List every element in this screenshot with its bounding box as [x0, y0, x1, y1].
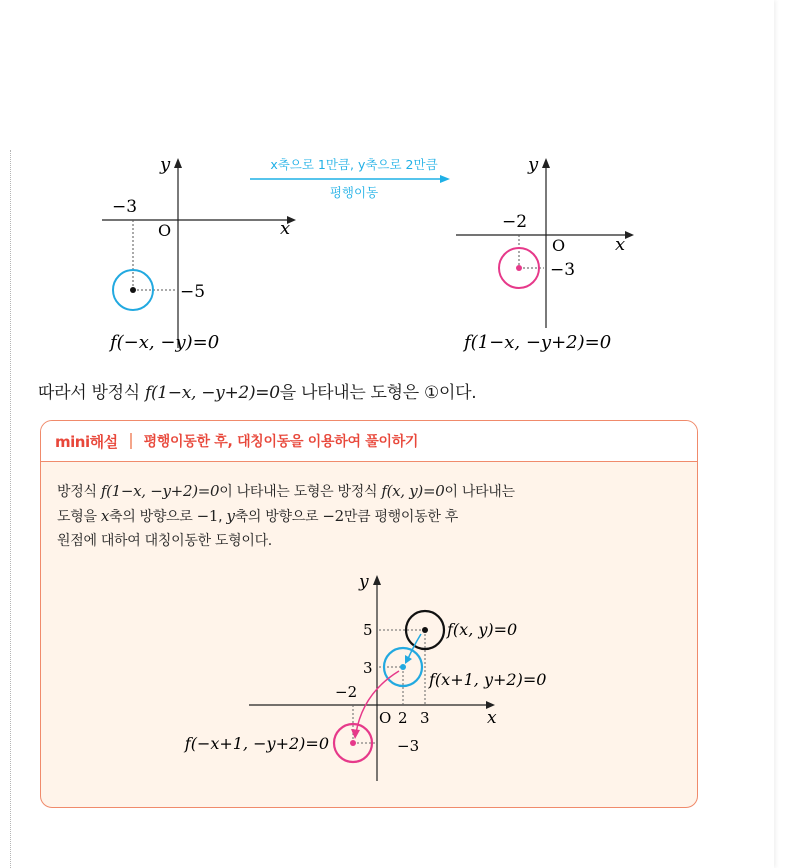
text-fragment: 방정식: [57, 484, 101, 500]
graph-combined-transformations: [141, 571, 601, 796]
x-axis-label: x: [615, 234, 626, 255]
body-line-2: [57, 504, 687, 529]
mini-logo: mini해설: [55, 432, 118, 451]
graph-after-translation: [450, 150, 650, 360]
margin-divider: [10, 150, 11, 868]
tick-y-neg5: −5: [180, 282, 206, 302]
tick-x-neg2: −2: [502, 212, 528, 232]
tick-x-2: 2: [398, 709, 408, 727]
tick-y-neg3: −3: [550, 260, 576, 280]
arrow-label-line2: 평행이동: [329, 185, 379, 200]
tick-y-neg3: −3: [397, 737, 420, 755]
mini-title: 평행이동한 후, 대칭이동을 이용하여 풀이하기: [143, 434, 419, 450]
text-fragment: 축의 방향으로: [234, 509, 323, 525]
center-dot-pink: [350, 740, 356, 746]
label-f-reflected: f(−x+1, −y+2)=0: [184, 734, 329, 753]
center-dot-blue: [400, 664, 406, 670]
x-axis-arrow-icon: [625, 231, 634, 239]
y-axis-label: y: [359, 572, 369, 592]
circle-center-dot: [130, 287, 136, 293]
y-axis-arrow-icon: [542, 158, 550, 168]
x-axis-label: x: [280, 218, 291, 239]
equation-inline: f(1−x, −y+2)=0: [100, 482, 220, 500]
origin-label: O: [158, 221, 172, 240]
origin-label: O: [552, 236, 566, 255]
text-fragment: 도형을: [57, 509, 101, 525]
tick-x-3: 3: [420, 709, 430, 727]
var-y: y: [226, 507, 235, 525]
text-fragment: ,: [218, 509, 227, 525]
mini-explanation-box: [40, 420, 698, 808]
conclusion-sentence: [38, 378, 476, 403]
y-axis-label: y: [528, 154, 539, 175]
x-axis-label: x: [487, 708, 497, 728]
mini-body-text: [57, 479, 687, 553]
circle-center-dot: [516, 265, 522, 271]
mini-header: [41, 421, 697, 462]
translation-arrow: [248, 154, 460, 204]
tick-x-neg3: −3: [112, 197, 138, 217]
arrow-head-icon: [440, 175, 450, 183]
label-f-translated: f(x+1, y+2)=0: [429, 670, 547, 689]
value-neg1: −1: [196, 507, 219, 525]
header-divider: [130, 433, 132, 449]
equation-label: f(1−x, −y+2)=0: [464, 332, 612, 353]
body-line-3: 원점에 대하여 대칭이동한 도형이다.: [57, 533, 272, 549]
label-f-xy: f(x, y)=0: [447, 620, 518, 639]
arrow-label-line1: x축으로 1만큼, y축으로 2만큼: [270, 157, 438, 172]
text-fragment: 이 나타내는: [444, 484, 515, 500]
tick-y-5: 5: [363, 621, 373, 639]
equation-label: f(−x, −y)=0: [110, 332, 220, 353]
conclusion-equation: f(1−x, −y+2)=0: [144, 383, 280, 403]
text-fragment: 축의 방향으로: [109, 509, 197, 525]
tick-y-3: 3: [363, 659, 373, 677]
var-x: x: [100, 507, 109, 525]
body-line-1: [57, 479, 687, 504]
conclusion-suffix: 을 나타내는 도형은 ①이다.: [279, 383, 477, 403]
text-fragment: 이 나타내는 도형은 방정식: [219, 484, 382, 500]
y-axis-label: y: [160, 154, 171, 175]
conclusion-prefix: 따라서 방정식: [38, 383, 145, 403]
tick-x-neg2: −2: [335, 683, 358, 701]
origin-label: O: [379, 709, 392, 727]
center-dot-black: [422, 627, 428, 633]
equation-inline: f(x, y)=0: [381, 482, 445, 500]
reflect-arrow-head-icon: [351, 729, 360, 739]
y-axis-arrow-icon: [174, 158, 182, 168]
value-neg2: −2: [322, 507, 344, 525]
y-axis-arrow-icon: [373, 575, 381, 585]
text-fragment: 만큼 평행이동한 후: [343, 509, 458, 525]
